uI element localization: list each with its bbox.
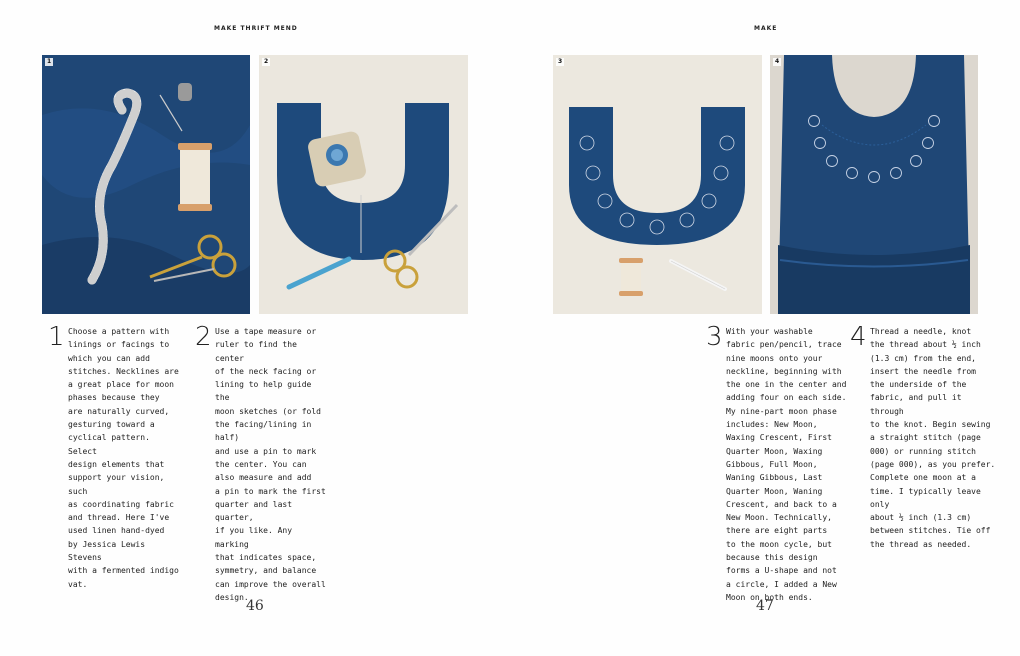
page-number-right: 47 bbox=[756, 598, 774, 614]
step-instructions: Thread a needle, knot the thread about ½ inch (1.3 cm) from the end, insert the needle from the underside of the fabric, and pull it through to the knot. Begin sewing a straight stitch (page 000) or running stitch (page 000), as you prefer. Complete one moon at a time. I typically leave only about ½ inch (1.3 cm) between stitches. Tie off the thread as needed. bbox=[870, 327, 996, 549]
step-number: 2 bbox=[195, 322, 212, 352]
stitched-dress-image bbox=[770, 55, 978, 314]
step-instructions: Choose a pattern with linings or facings to which you can add stitches. Necklines are a great place for moon phases because they are naturally curved, gesturing toward a cyclical pattern. Select design elements that support your vision, such as coordinating fabric and thread. Here I've used linen hand-dyed by Jessica Lewis Stevens with a fermented indigo vat. bbox=[68, 327, 179, 589]
photo-2-facing-with-pin bbox=[259, 55, 468, 314]
photo-4-stitched-dress bbox=[770, 55, 978, 314]
step-instructions: With your washable fabric pen/pencil, trace nine moons onto your neckline, beginning with the one in the center and adding four on each side. My nine-part moon phase includes: New Moon, Waxing Crescent, First Quarter Moon, Waxing Gibbous, Full Moon, Waning Gibbous, Last Quarter Moon, Waning Crescent, and back to a New Moon. Technically, there are eight parts to the moon cycle, but because this design forms a U-shape and not a circle, I added a New Moon on both ends. bbox=[726, 327, 847, 602]
step-instructions: Use a tape measure or ruler to find the center of the neck facing or lining to help guide the moon sketches (or fold the facing/lining in half) and use a pin to mark the center. You can also measure and add a pin to mark the first quarter and last quarter, if you like. Any marking that indicates space, symmetry, and balance can improve the overall design. bbox=[215, 327, 326, 602]
photo-number: 3 bbox=[558, 58, 563, 65]
photo-number: 4 bbox=[775, 58, 780, 65]
photo-number: 2 bbox=[264, 58, 269, 65]
step-number: 1 bbox=[48, 322, 65, 352]
photo-3-traced-moons bbox=[553, 55, 762, 314]
traced-moons-facing-image bbox=[553, 55, 762, 314]
page-number-left: 46 bbox=[246, 598, 264, 614]
indigo-fabric-materials-image bbox=[42, 55, 250, 314]
running-head-right: MAKE bbox=[754, 25, 778, 32]
photo-1-materials bbox=[42, 55, 250, 314]
right-page bbox=[510, 0, 1020, 656]
step-number: 3 bbox=[706, 322, 723, 352]
u-facing-pincushion-image bbox=[259, 55, 468, 314]
step-number: 4 bbox=[850, 322, 867, 352]
photo-number: 1 bbox=[47, 58, 52, 65]
running-head-left: MAKE THRIFT MEND bbox=[214, 25, 298, 32]
